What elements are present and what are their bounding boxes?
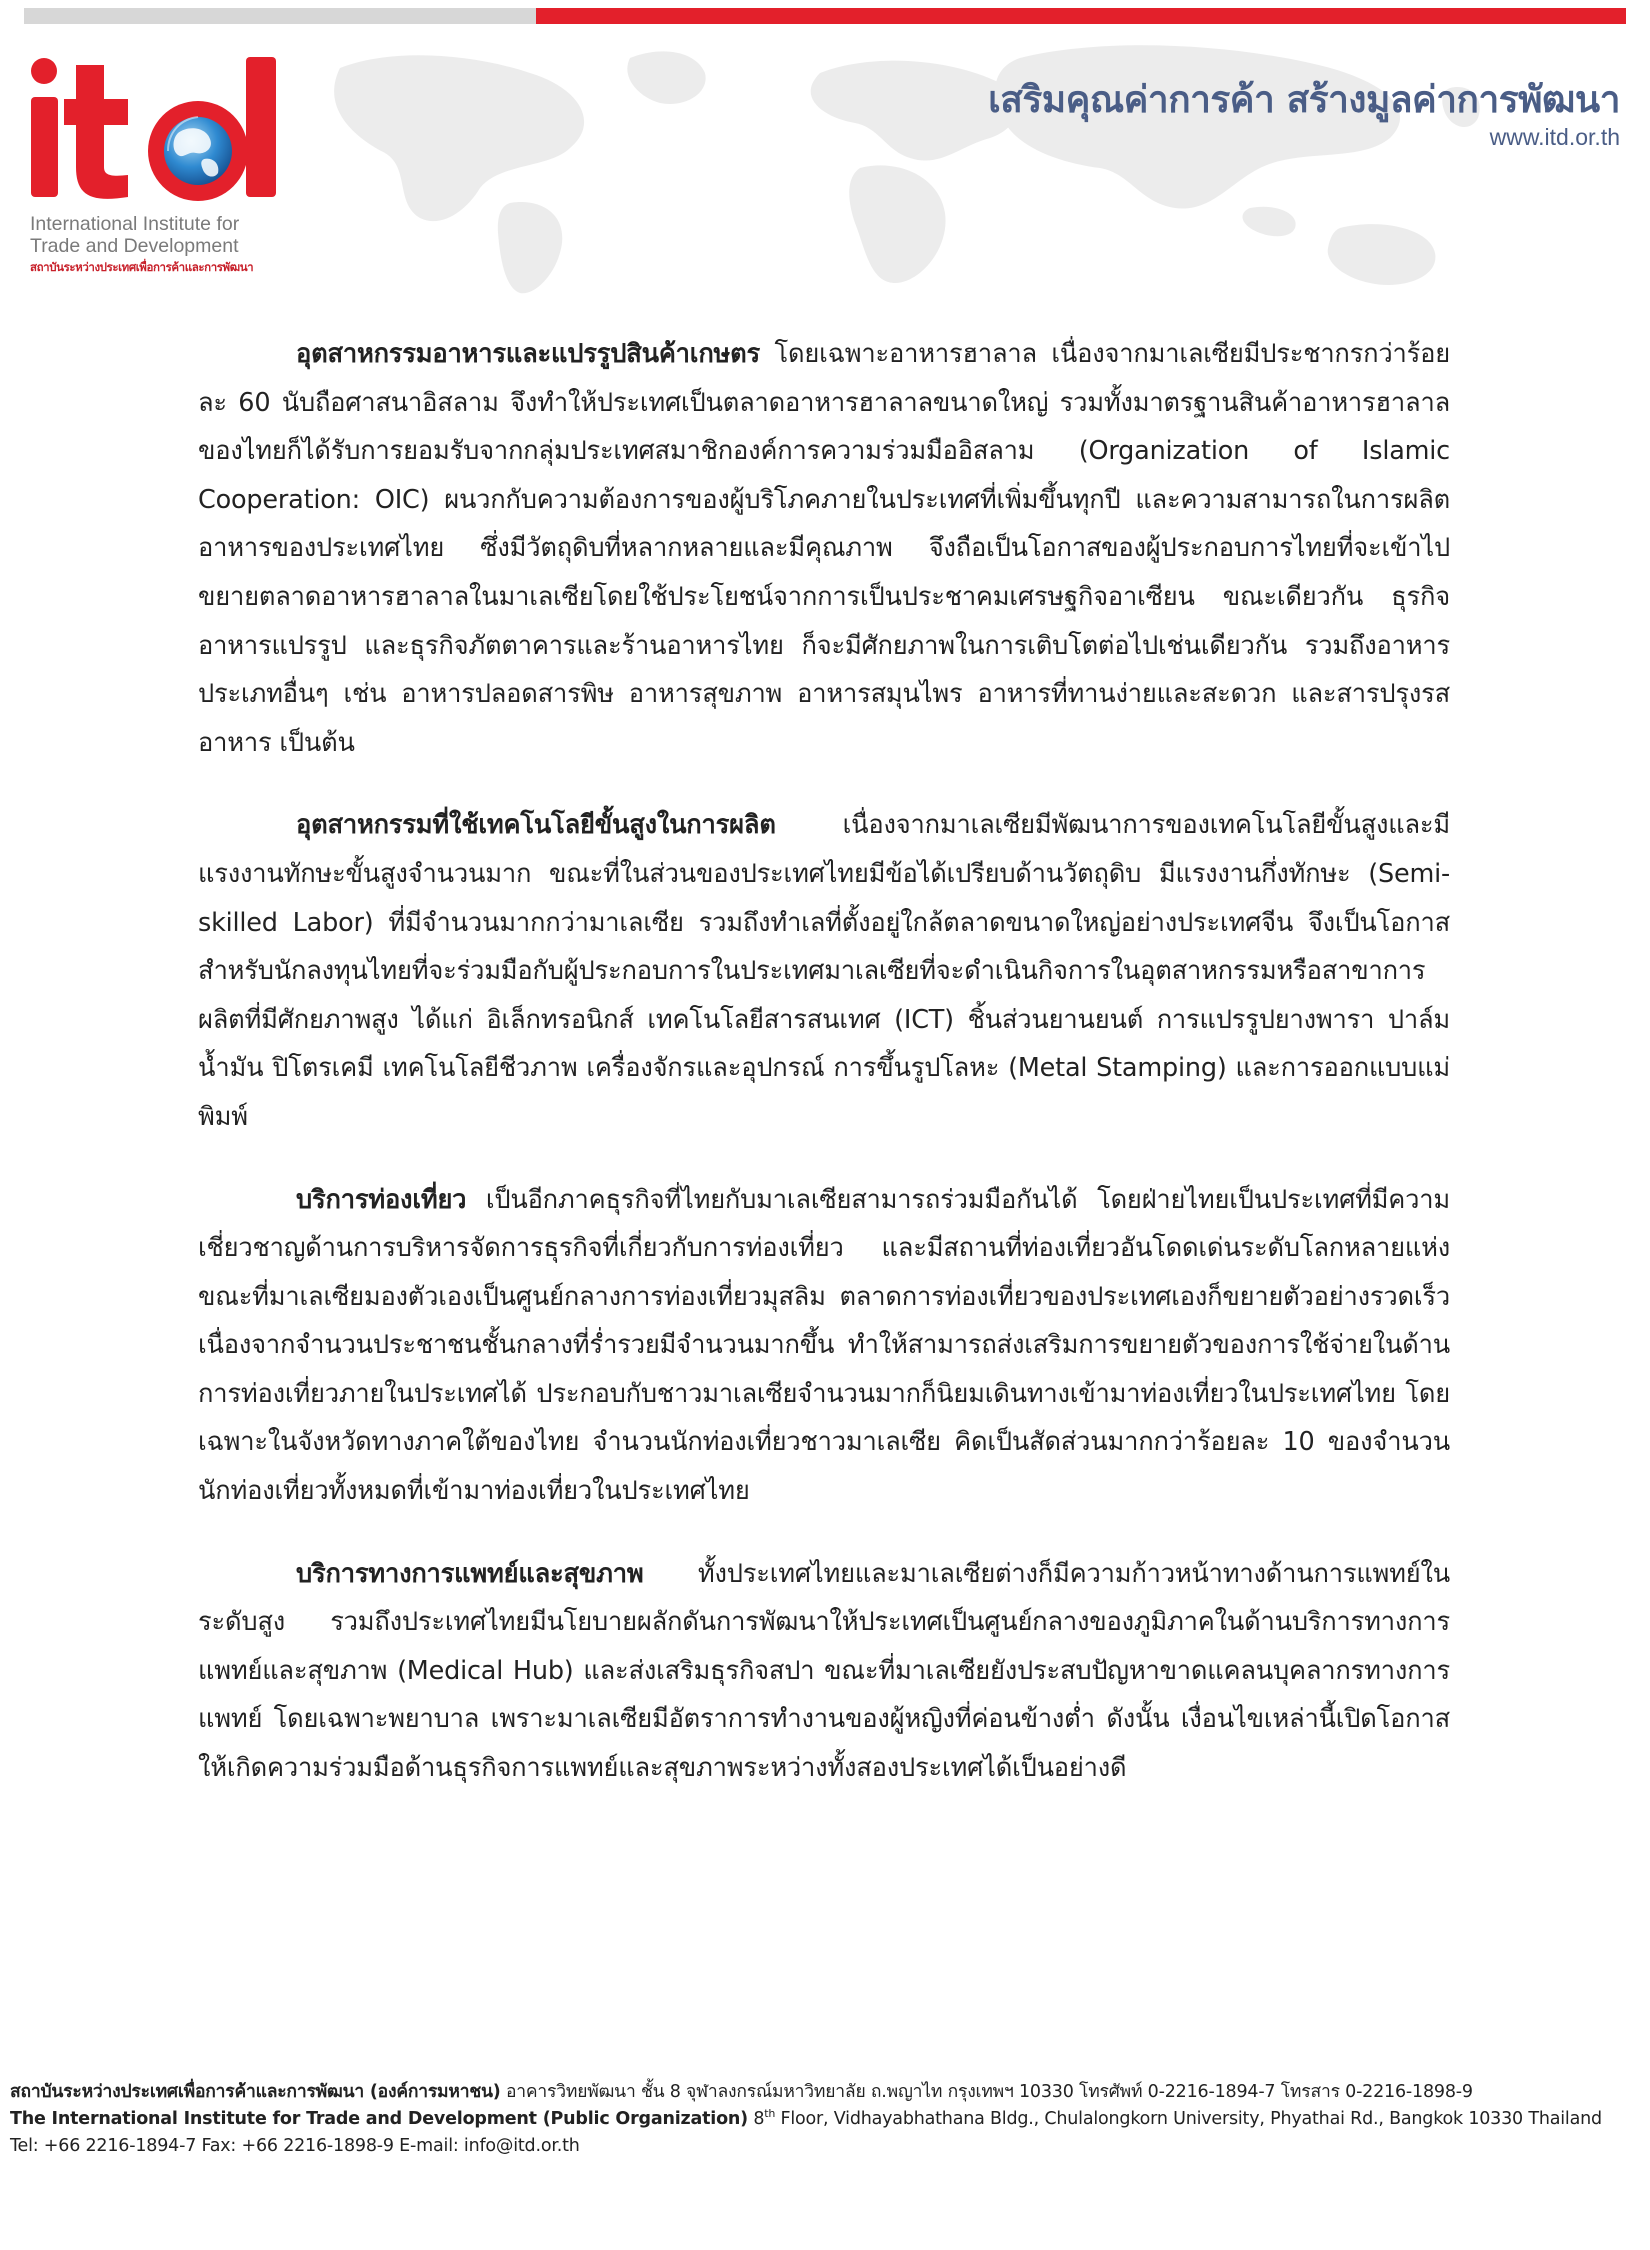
itd-logo bbox=[28, 55, 298, 285]
itd-logo-mark bbox=[28, 55, 288, 215]
slogan: เสริมคุณค่าการค้า สร้างมูลค่าการพัฒนา bbox=[988, 78, 1620, 121]
paragraph-heading: อุตสาหกรรมอาหารและแปรรูปสินค้าเกษตร bbox=[296, 339, 761, 369]
footer-org-thai: สถาบันระหว่างประเทศเพื่อการค้าและการพัฒนา (องค์การมหาชน) bbox=[10, 2082, 501, 2102]
paragraph-text: เนื่องจากมาเลเซียมีพัฒนาการของเทคโนโลยีขั้นสูงและมีแรงงานทักษะขั้นสูงจำนวนมาก ขณะที่ในส่วนของประเทศไทยมีข้อได้เปรียบด้านวัตถุดิบ มีแรงงานกึ่งทักษะ (Semi-skilled Labor) ที่มีจำนวนมากกว่ามาเลเซีย รวมถึงทำเลที่ตั้งอยู่ใกล้ตลาดขนาดใหญ่อย่างประเทศจีน จึงเป็นโอกาสสำหรับนักลงทุนไทยที่จะร่วมมือกับผู้ประกอบการในประเทศมาเลเซียที่จะดำเนินกิจการในอุตสาหกรรมหรือสาขาการผลิตที่มีศักยภาพสูง ได้แก่ อิเล็กทรอนิกส์ เทคโนโลยีสารสนเทศ (ICT) ชิ้นส่วนยานยนต์ การแปรรูปยางพารา ปาล์มน้ำมัน ปิโตรเคมี เทคโนโลยีชีวภาพ เครื่องจักรและอุปกรณ์ การขึ้นรูปโลหะ (Metal Stamping) และการออกแบบแม่พิมพ์ bbox=[198, 810, 1450, 1132]
footer-org-english: The International Institute for Trade and Development (Public Organization) bbox=[10, 2109, 748, 2129]
header-bar-red bbox=[536, 8, 1626, 24]
paragraph-heading: บริการท่องเที่ยว bbox=[296, 1184, 467, 1215]
paragraph-high-tech-industry bbox=[198, 801, 1450, 1141]
footer-floor-suffix: th bbox=[764, 2107, 776, 2121]
footer-address-english: Floor, Vidhayabhathana Bldg., Chulalongkorn University, Phyathai Rd., Bangkok 10330 Thailand bbox=[775, 2109, 1602, 2129]
document-body bbox=[198, 330, 1450, 1827]
paragraph-medical bbox=[198, 1550, 1450, 1793]
paragraph-food-industry bbox=[198, 330, 1450, 767]
header-bar-gray bbox=[24, 8, 536, 24]
world-map-background bbox=[300, 28, 1640, 298]
paragraph-tourism bbox=[198, 1176, 1450, 1516]
logo-name-thai: สถาบันระหว่างประเทศเพื่อการค้าและการพัฒนา bbox=[30, 260, 254, 274]
footer-address-thai: อาคารวิทยพัฒนา ชั้น 8 จุฬาลงกรณ์มหาวิทยาลัย ถ.พญาไท กรุงเทพฯ 10330 โทรศัพท์ 0-2216-1894-7 โทรสาร 0-2216-1898-9 bbox=[500, 2082, 1473, 2102]
paragraph-text: โดยเฉพาะอาหารฮาลาล เนื่องจากมาเลเซียมีประชากรกว่าร้อยละ 60 นับถือศาสนาอิสลาม จึงทำให้ประเทศเป็นตลาดอาหารฮาลาลขนาดใหญ่ รวมทั้งมาตรฐานสินค้าอาหารฮาลาลของไทยก็ได้รับการยอมรับจากกลุ่มประเทศสมาชิกองค์การความร่วมมืออิสลาม (Organization of Islamic Cooperation: OIC) ผนวกกับความต้องการของผู้บริโภคภายในประเทศที่เพิ่มขึ้นทุกปี และความสามารถในการผลิตอาหารของประเทศไทย ซึ่งมีวัตถุดิบที่หลากหลายและมีคุณภาพ จึงถือเป็นโอกาสของผู้ประกอบการไทยที่จะเข้าไปขยายตลาดอาหารฮาลาลในมาเลเซียโดยใช้ประโยชน์จากการเป็นประชาคมเศรษฐกิจอาเซียน ขณะเดียวกัน ธุรกิจอาหารแปรรูป และธุรกิจภัตตาคารและร้านอาหารไทย ก็จะมีศักยภาพในการเติบโตต่อไปเช่นเดียวกัน รวมถึงอาหารประเภทอื่นๆ เช่น อาหารปลอดสารพิษ อาหารสุขภาพ อาหารสมุนไพร อาหารที่ทานง่ายและสะดวก และสารปรุงรสอาหาร เป็นต้น bbox=[198, 339, 1450, 758]
paragraph-heading: อุตสาหกรรมที่ใช้เทคโนโลยีขั้นสูงในการผลิต bbox=[296, 810, 776, 841]
paragraph-text: เป็นอีกภาคธุรกิจที่ไทยกับมาเลเซียสามารถร่วมมือกันได้ โดยฝ่ายไทยเป็นประเทศที่มีความเชี่ยวชาญด้านการบริหารจัดการธุรกิจที่เกี่ยวกับการท่องเที่ยว และมีสถานที่ท่องเที่ยวอันโดดเด่นระดับโลกหลายแห่ง ขณะที่มาเลเซียมองตัวเองเป็นศูนย์กลางการท่องเที่ยวมุสลิม ตลาดการท่องเที่ยวของประเทศเองก็ขยายตัวอย่างรวดเร็ว เนื่องจากจำนวนประชาชนชั้นกลางที่ร่ำรวยมีจำนวนมากขึ้น ทำให้สามารถส่งเสริมการขยายตัวของการใช้จ่ายในด้านการท่องเที่ยวภายในประเทศได้ ประกอบกับชาวมาเลเซียจำนวนมากก็นิยมเดินทางเข้ามาท่องเที่ยวในประเทศไทย โดยเฉพาะในจังหวัดทางภาคใต้ของไทย จำนวนนักท่องเที่ยวชาวมาเลเซีย คิดเป็นสัดส่วนมากกว่าร้อยละ 10 ของจำนวนนักท่องเที่ยวทั้งหมดที่เข้ามาท่องเที่ยวในประเทศไทย bbox=[198, 1184, 1450, 1507]
footer-line-english bbox=[10, 2106, 1640, 2133]
paragraph-text: ทั้งประเทศไทยและมาเลเซียต่างก็มีความก้าวหน้าทางด้านการแพทย์ในระดับสูง รวมถึงประเทศไทยมีนโยบายผลักดันการพัฒนาให้ประเทศเป็นศูนย์กลางของภูมิภาคในด้านบริการทางการแพทย์และสุขภาพ (Medical Hub) และส่งเสริมธุรกิจสปา ขณะที่มาเลเซียยังประสบปัญหาขาดแคลนบุคลากรทางการแพทย์ โดยเฉพาะพยาบาล เพราะมาเลเซียมีอัตราการทำงานของผู้หญิงที่ค่อนข้างต่ำ ดังนั้น เงื่อนไขเหล่านี้เปิดโอกาสให้เกิดความร่วมมือด้านธุรกิจการแพทย์และสุขภาพระหว่างทั้งสองประเทศได้เป็นอย่างดี bbox=[198, 1558, 1450, 1784]
footer bbox=[10, 2079, 1640, 2160]
footer-line-thai bbox=[10, 2079, 1640, 2106]
website-url[interactable]: www.itd.or.th bbox=[1489, 124, 1620, 150]
logo-name-line-2: Trade and Development bbox=[30, 235, 239, 257]
footer-floor: 8 bbox=[747, 2109, 765, 2129]
paragraph-heading: บริการทางการแพทย์และสุขภาพ bbox=[296, 1558, 644, 1589]
footer-contact: Tel: +66 2216-1894-7 Fax: +66 2216-1898-9 E-mail: info@itd.or.th bbox=[10, 2136, 580, 2156]
logo-name-line-1: International Institute for bbox=[30, 213, 240, 235]
